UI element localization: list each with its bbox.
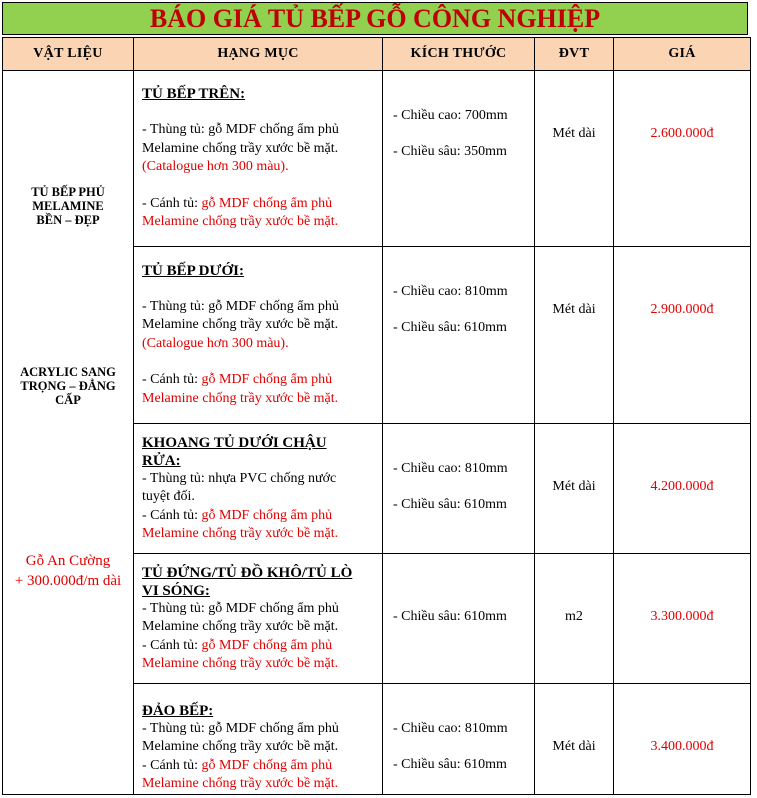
- material-acrylic: ACRYLIC SANG TRỌNG – ĐẲNG CẤP: [20, 365, 116, 407]
- header-item: HẠNG MỤC: [134, 38, 383, 71]
- size-cell: - Chiều cao: 810mm - Chiều sâu: 610mm: [383, 424, 535, 554]
- item-heading: TỦ ĐỨNG/TỦ ĐỒ KHÔ/TỦ LÒ: [142, 564, 353, 581]
- item-cell: TỦ BẾP TRÊN: - Thùng tủ: gỗ MDF chống ẩm phủ Melamine chống trầy xước bề mặt. (Catalogue hơn 300 màu). - Cánh tủ: gỗ MDF chống ẩm phủ Melamine chống trầy xước bề mặt.: [134, 71, 383, 247]
- price-cell: 2.900.000đ: [614, 247, 751, 424]
- material-an-cuong: Gỗ An Cường + 300.000đ/m dài: [14, 553, 122, 589]
- size-cell: - Chiều cao: 810mm - Chiều sâu: 610mm: [383, 684, 535, 795]
- size-cell: - Chiều cao: 810mm - Chiều sâu: 610mm: [383, 247, 535, 424]
- item-cell: TỦ BẾP DƯỚI: - Thùng tủ: gỗ MDF chống ẩm phủ Melamine chống trầy xước bề mặt. (Catalogue hơn 300 màu). - Cánh tủ: gỗ MDF chống ẩm phủ Melamine chống trầy xước bề mặt.: [134, 247, 383, 424]
- price-cell: 4.200.000đ: [614, 424, 751, 554]
- item-cell: TỦ ĐỨNG/TỦ ĐỒ KHÔ/TỦ LÒ VI SÓNG: - Thùng tủ: gỗ MDF chống ẩm phủ Melamine chống trầy xước bề mặt. - Cánh tủ: gỗ MDF chống ẩm phủ Melamine chống trầy xước bề mặt.: [134, 554, 383, 684]
- page-title: BÁO GIÁ TỦ BẾP GỖ CÔNG NGHIỆP: [2, 2, 748, 35]
- item-heading: TỦ BẾP TRÊN:: [142, 86, 246, 103]
- unit-cell: m2: [535, 554, 614, 684]
- material-cell: [3, 71, 134, 795]
- size-cell: - Chiều sâu: 610mm: [383, 554, 535, 684]
- header-row: [3, 38, 751, 71]
- header-size: KÍCH THƯỚC: [383, 38, 535, 71]
- unit-cell: Mét dài: [535, 71, 614, 247]
- item-cell: ĐẢO BẾP: - Thùng tủ: gỗ MDF chống ẩm phủ Melamine chống trầy xước bề mặt. - Cánh tủ: gỗ MDF chống ẩm phủ Melamine chống trầy xước bề mặt.: [134, 684, 383, 795]
- item-heading: ĐẢO BẾP:: [142, 703, 214, 719]
- size-cell: - Chiều cao: 700mm - Chiều sâu: 350mm: [383, 71, 535, 247]
- price-cell: 2.600.000đ: [614, 71, 751, 247]
- table-row: [3, 71, 751, 247]
- header-material: VẬT LIỆU: [3, 38, 134, 71]
- unit-cell: Mét dài: [535, 684, 614, 795]
- price-cell: 3.300.000đ: [614, 554, 751, 684]
- price-cell: 3.400.000đ: [614, 684, 751, 795]
- item-heading: KHOANG TỦ DƯỚI CHẬU: [142, 434, 327, 451]
- price-table: [2, 37, 751, 795]
- header-unit: ĐVT: [535, 38, 614, 71]
- material-melamine: TỦ BẾP PHỦ MELAMINE BỀN – ĐẸP: [31, 185, 105, 227]
- item-cell: KHOANG TỦ DƯỚI CHẬU RỬA: - Thùng tủ: nhựa PVC chống nước tuyệt đối. - Cánh tủ: gỗ MDF chống ẩm phủ Melamine chống trầy xước bề mặt.: [134, 424, 383, 554]
- unit-cell: Mét dài: [535, 247, 614, 424]
- header-price: GIÁ: [614, 38, 751, 71]
- item-heading: TỦ BẾP DƯỚI:: [142, 262, 244, 279]
- unit-cell: Mét dài: [535, 424, 614, 554]
